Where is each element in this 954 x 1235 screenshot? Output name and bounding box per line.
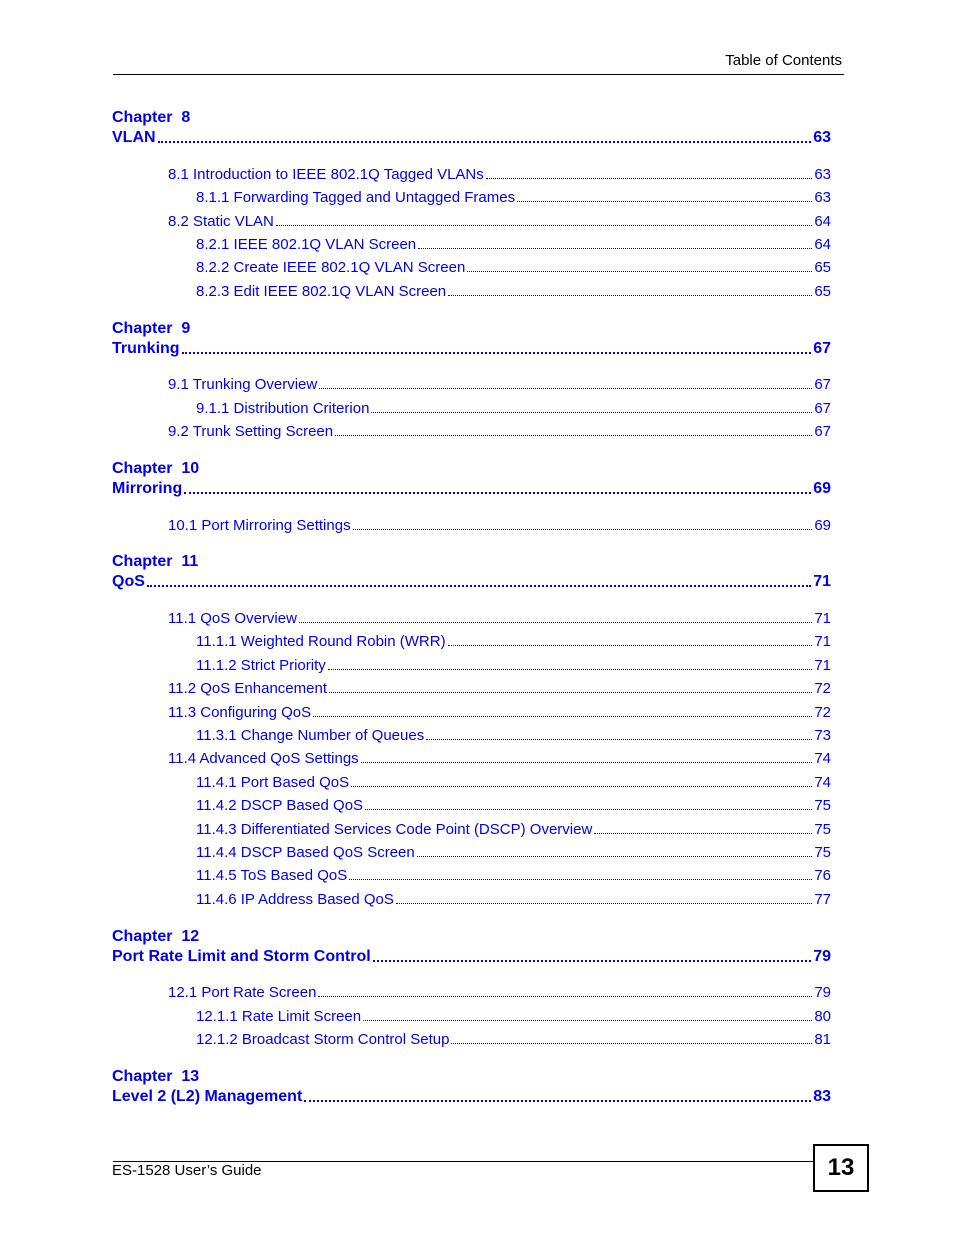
dot-leader — [349, 878, 812, 880]
toc-entry-label: 11.4.3 Differentiated Services Code Point (DSCP) Overview — [196, 821, 593, 838]
dot-leader — [467, 270, 812, 272]
dot-leader — [396, 902, 812, 904]
dot-leader — [184, 491, 811, 494]
chapter-number[interactable]: Chapter 11 — [112, 553, 199, 570]
dot-leader — [276, 224, 812, 226]
toc-entry-page: 74 — [814, 750, 831, 767]
toc-entry-label: 8.1 Introduction to IEEE 802.1Q Tagged VLANs — [168, 166, 484, 183]
chapter-title-entry-label: VLAN — [112, 129, 156, 146]
toc-entry-page: 67 — [814, 423, 831, 440]
toc-entry-page: 64 — [814, 236, 831, 253]
chapter-number[interactable]: Chapter 8 — [112, 109, 191, 126]
toc-entry[interactable] — [196, 259, 831, 276]
toc-entry-label: 11.4.4 DSCP Based QoS Screen — [196, 844, 415, 861]
dot-leader — [373, 959, 812, 962]
chapter-title-entry-page: 79 — [813, 948, 831, 965]
chapter-title-entry-label: QoS — [112, 573, 145, 590]
toc-entry-label: 11.4.5 ToS Based QoS — [196, 867, 348, 884]
chapter-number[interactable]: Chapter 9 — [112, 320, 191, 337]
toc-entry-page: 75 — [814, 797, 831, 814]
toc-entry-label: 9.1.1 Distribution Criterion — [196, 400, 370, 417]
toc-entry[interactable] — [168, 680, 831, 697]
toc-entry-page: 75 — [814, 821, 831, 838]
chapter-title-entry-page: 63 — [813, 129, 831, 146]
toc-entry-label: 9.1 Trunking Overview — [168, 376, 318, 393]
dot-leader — [363, 1019, 812, 1021]
dot-leader — [299, 621, 812, 623]
toc-entry[interactable] — [196, 867, 831, 884]
toc-entry[interactable] — [196, 189, 831, 206]
page-number-box — [813, 1144, 869, 1192]
toc-entry-label: 8.2.1 IEEE 802.1Q VLAN Screen — [196, 236, 417, 253]
toc-entry-page: 67 — [814, 376, 831, 393]
toc-entry-page: 76 — [814, 867, 831, 884]
dot-leader — [418, 247, 812, 249]
dot-leader — [328, 668, 813, 670]
chapter-number[interactable]: Chapter 13 — [112, 1068, 200, 1085]
toc-entry-page: 74 — [814, 774, 831, 791]
toc-entry-page: 63 — [814, 166, 831, 183]
dot-leader — [313, 715, 812, 717]
toc-entry-label: 11.4.1 Port Based QoS — [196, 774, 350, 791]
toc-entry-label: 11.1 QoS Overview — [168, 610, 297, 627]
toc-entry-page: 80 — [814, 1008, 831, 1025]
toc-entry[interactable] — [168, 423, 831, 440]
dot-leader — [448, 294, 812, 296]
toc-entry-label: 11.2 QoS Enhancement — [168, 680, 327, 697]
toc-entry-page: 69 — [814, 517, 831, 534]
toc-entry[interactable] — [168, 610, 831, 627]
toc-entry-page: 72 — [814, 680, 831, 697]
toc-entry-label: 11.1.1 Weighted Round Robin (WRR) — [196, 633, 446, 650]
toc-entry[interactable] — [168, 750, 831, 767]
dot-leader — [158, 140, 812, 143]
dot-leader — [448, 644, 813, 646]
toc-entry-page: 64 — [814, 213, 831, 230]
toc-entry[interactable] — [168, 213, 831, 230]
toc-entry[interactable] — [196, 1008, 831, 1025]
toc-entry-label: 11.4 Advanced QoS Settings — [168, 750, 359, 767]
chapter-title-entry-page: 71 — [813, 573, 831, 590]
toc-entry[interactable] — [168, 166, 831, 183]
toc-entry[interactable] — [196, 283, 831, 300]
toc-entry-page: 71 — [814, 610, 831, 627]
chapter-title-entry[interactable] — [112, 948, 831, 966]
toc-entry-label: 11.3 Configuring QoS — [168, 704, 312, 721]
toc-entry[interactable] — [196, 727, 831, 744]
toc-entry[interactable] — [168, 704, 831, 721]
header-rule — [113, 74, 844, 75]
toc-entry-page: 72 — [814, 704, 831, 721]
toc-entry[interactable] — [196, 400, 831, 417]
toc-entry-page: 63 — [814, 189, 831, 206]
dot-leader — [361, 761, 813, 763]
chapter-title-entry-label: Level 2 (L2) Management — [112, 1088, 303, 1105]
dot-leader — [451, 1042, 812, 1044]
toc-entry-label: 11.1.2 Strict Priority — [196, 657, 326, 674]
toc-entry-page: 71 — [814, 633, 831, 650]
toc-entry[interactable] — [196, 774, 831, 791]
toc-entry-page: 65 — [814, 259, 831, 276]
chapter-title-entry-page: 69 — [813, 480, 831, 497]
toc-entry[interactable] — [196, 821, 831, 838]
chapter-number[interactable]: Chapter 10 — [112, 460, 200, 477]
toc-entry-label: 8.1.1 Forwarding Tagged and Untagged Frames — [196, 189, 516, 206]
dot-leader — [426, 738, 812, 740]
dot-leader — [318, 995, 812, 997]
chapter-title-entry-label: Port Rate Limit and Storm Control — [112, 948, 371, 965]
chapter-number[interactable]: Chapter 12 — [112, 928, 200, 945]
dot-leader — [365, 808, 812, 810]
toc-entry-label: 8.2.3 Edit IEEE 802.1Q VLAN Screen — [196, 283, 447, 300]
toc-entry-label: 8.2 Static VLAN — [168, 213, 274, 230]
toc-entry[interactable] — [196, 844, 831, 861]
dot-leader — [371, 411, 812, 413]
toc-entry-page: 81 — [814, 1031, 831, 1048]
chapter-title-entry[interactable] — [112, 340, 831, 358]
dot-leader — [517, 200, 812, 202]
chapter-title-entry[interactable] — [112, 129, 831, 147]
chapter-title-entry[interactable] — [112, 1088, 831, 1106]
toc-entry-label: 11.4.6 IP Address Based QoS — [196, 891, 394, 908]
toc-entry-label: 12.1 Port Rate Screen — [168, 984, 317, 1001]
dot-leader — [417, 855, 813, 857]
toc-entry-page: 71 — [814, 657, 831, 674]
dot-leader — [335, 434, 812, 436]
toc-entry[interactable] — [168, 984, 831, 1001]
toc-entry-label: 9.2 Trunk Setting Screen — [168, 423, 334, 440]
toc-entry-page: 75 — [814, 844, 831, 861]
toc-entry[interactable] — [196, 633, 831, 650]
dot-leader — [329, 691, 812, 693]
chapter-title-entry-page: 83 — [813, 1088, 831, 1105]
toc-entry-label: 12.1.1 Rate Limit Screen — [196, 1008, 362, 1025]
toc-entry-label: 11.4.2 DSCP Based QoS — [196, 797, 364, 814]
chapter-title-entry-page: 67 — [813, 340, 831, 357]
toc-entry[interactable] — [196, 891, 831, 908]
footer-guide-name: ES-1528 User’s Guide — [112, 1162, 262, 1179]
dot-leader — [304, 1099, 811, 1102]
toc-entry-page: 79 — [814, 984, 831, 1001]
toc-entry[interactable] — [196, 1031, 831, 1048]
toc-entry-page: 73 — [814, 727, 831, 744]
page-number: 13 — [827, 1154, 855, 1181]
toc-entry-label: 8.2.2 Create IEEE 802.1Q VLAN Screen — [196, 259, 466, 276]
toc-entry-page: 77 — [814, 891, 831, 908]
running-header-title: Table of Contents — [725, 52, 842, 69]
toc-entry[interactable] — [196, 657, 831, 674]
chapter-title-entry[interactable] — [112, 480, 831, 498]
dot-leader — [486, 177, 813, 179]
toc-entry-label: 11.3.1 Change Number of Queues — [196, 727, 425, 744]
toc-entry[interactable] — [168, 517, 831, 534]
toc-entry-page: 67 — [814, 400, 831, 417]
chapter-title-entry-label: Trunking — [112, 340, 180, 357]
toc-entry[interactable] — [196, 236, 831, 253]
chapter-title-entry[interactable] — [112, 573, 831, 591]
toc-entry[interactable] — [196, 797, 831, 814]
dot-leader — [147, 584, 811, 587]
dot-leader — [594, 832, 812, 834]
toc-entry-label: 12.1.2 Broadcast Storm Control Setup — [196, 1031, 450, 1048]
dot-leader — [351, 785, 812, 787]
toc-entry-page: 65 — [814, 283, 831, 300]
chapter-title-entry-label: Mirroring — [112, 480, 183, 497]
dot-leader — [182, 351, 812, 354]
dot-leader — [353, 528, 813, 530]
dot-leader — [319, 387, 812, 389]
toc-entry-label: 10.1 Port Mirroring Settings — [168, 517, 351, 534]
toc-entry[interactable] — [168, 376, 831, 393]
